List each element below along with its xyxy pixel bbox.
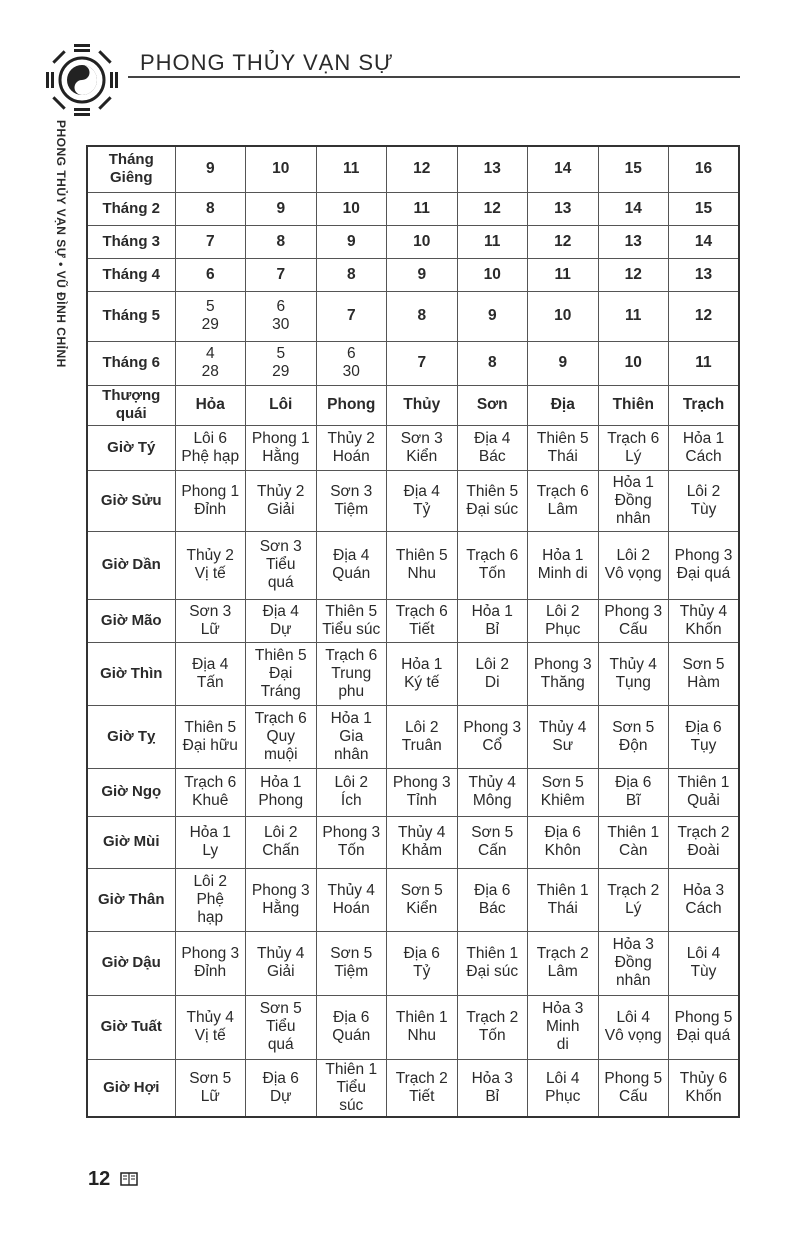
table-cell: Lôi 2 Chấn	[246, 816, 317, 868]
table-cell: Thủy 4 Giải	[246, 931, 317, 995]
table-cell: Phong 1 Hằng	[246, 425, 317, 470]
table-cell: Lôi 2 Di	[457, 642, 528, 705]
table-cell: Thủy	[387, 385, 458, 425]
table-cell: Hỏa 3 Cách	[669, 868, 740, 931]
table-cell: Trạch 2 Đoài	[669, 816, 740, 868]
table-cell: 9	[316, 225, 387, 258]
table-row	[87, 470, 739, 531]
table-cell: Thiên 1 Càn	[598, 816, 669, 868]
table-cell: Phong 3 Tỉnh	[387, 768, 458, 816]
table-cell: 8	[316, 258, 387, 291]
table-cell: Trạch 6 Tốn	[457, 531, 528, 599]
row-header: Giờ Thân	[87, 868, 175, 931]
table-row	[87, 995, 739, 1059]
table-cell: Trạch 2 Tốn	[457, 995, 528, 1059]
table-cell: Địa 6 Khôn	[528, 816, 599, 868]
table-row	[87, 868, 739, 931]
table-cell: 11	[598, 291, 669, 341]
table-cell: Lôi 4 Tùy	[669, 931, 740, 995]
table-cell: Thiên 5 Thái	[528, 425, 599, 470]
table-cell: Thủy 2 Giải	[246, 470, 317, 531]
table-cell: 11	[387, 192, 458, 225]
table-cell: Sơn 5 Khiêm	[528, 768, 599, 816]
table-cell: 7	[316, 291, 387, 341]
table-cell: 7	[246, 258, 317, 291]
row-header: Giờ Mùi	[87, 816, 175, 868]
row-header: Giờ Thìn	[87, 642, 175, 705]
table-cell: Phong 3 Cổ	[457, 705, 528, 768]
table-cell: Phong	[316, 385, 387, 425]
table-cell: Địa 6 Tỷ	[387, 931, 458, 995]
row-header: Giờ Tỵ	[87, 705, 175, 768]
table-cell: Sơn 5 Tiểu quá	[246, 995, 317, 1059]
table-cell: Thiên 5 Đại Tráng	[246, 642, 317, 705]
table-row	[87, 531, 739, 599]
table-cell: Hỏa 1 Ký tế	[387, 642, 458, 705]
table-cell: 15	[669, 192, 740, 225]
table-cell: Thiên 1 Thái	[528, 868, 599, 931]
table-cell: 15	[598, 146, 669, 192]
table-cell: Lôi 4 Phục	[528, 1059, 599, 1117]
table-cell: Lôi	[246, 385, 317, 425]
table-row	[87, 1059, 739, 1117]
table-cell: Phong 5 Đại quá	[669, 995, 740, 1059]
vertical-side-text: PHONG THỦY VẠN SỰ • VŨ ĐÌNH CHỈNH	[54, 120, 68, 368]
table-cell: Thủy 4 Vị tế	[175, 995, 246, 1059]
table-row	[87, 642, 739, 705]
row-header: Giờ Tuất	[87, 995, 175, 1059]
table-cell: Thủy 4 Mông	[457, 768, 528, 816]
table-cell: Thiên 5 Tiểu súc	[316, 599, 387, 642]
table-cell: Trạch 6 Quy muội	[246, 705, 317, 768]
table-cell: Thủy 2 Vị tế	[175, 531, 246, 599]
table-cell: Trạch 6 Lý	[598, 425, 669, 470]
row-header: Tháng 2	[87, 192, 175, 225]
table-row	[87, 599, 739, 642]
row-header: Tháng 5	[87, 291, 175, 341]
table-cell: 9	[457, 291, 528, 341]
table-row	[87, 291, 739, 341]
row-header: Giờ Hợi	[87, 1059, 175, 1117]
table-cell: 10	[457, 258, 528, 291]
table-cell: Sơn 3 Kiển	[387, 425, 458, 470]
table-row	[87, 816, 739, 868]
table-cell: 12	[387, 146, 458, 192]
table-cell: Phong 3 Đỉnh	[175, 931, 246, 995]
table-cell: 5 29	[246, 341, 317, 385]
row-header: Tháng 3	[87, 225, 175, 258]
table-cell: 11	[316, 146, 387, 192]
table-cell: 10	[387, 225, 458, 258]
table-cell: 7	[387, 341, 458, 385]
table-cell: 12	[669, 291, 740, 341]
table-cell: Lôi 4 Vô vọng	[598, 995, 669, 1059]
table-cell: 6	[175, 258, 246, 291]
table-cell: 13	[598, 225, 669, 258]
table-cell: Phong 3 Tốn	[316, 816, 387, 868]
table-cell: 10	[316, 192, 387, 225]
row-header: Tháng 6	[87, 341, 175, 385]
table-cell: Trạch 6 Lâm	[528, 470, 599, 531]
table-cell: 11	[457, 225, 528, 258]
table-row	[87, 192, 739, 225]
table-cell: Thủy 4 Sư	[528, 705, 599, 768]
table-cell: Địa 4 Tấn	[175, 642, 246, 705]
table-cell: Hỏa 1 Minh di	[528, 531, 599, 599]
table-cell: 14	[669, 225, 740, 258]
table-cell: Thủy 2 Hoán	[316, 425, 387, 470]
table-cell: 11	[669, 341, 740, 385]
table-cell: Lôi 2 Tùy	[669, 470, 740, 531]
hexagram-table	[86, 145, 738, 1118]
table-cell: Hỏa 1 Ly	[175, 816, 246, 868]
table-cell: Hỏa 1 Đồng nhân	[598, 470, 669, 531]
table-cell: Hỏa 3 Đồng nhân	[598, 931, 669, 995]
table-cell: Thủy 6 Khốn	[669, 1059, 740, 1117]
table-cell: Lôi 6 Phệ hạp	[175, 425, 246, 470]
table-cell: 12	[457, 192, 528, 225]
table-cell: 8	[387, 291, 458, 341]
table-cell: 13	[457, 146, 528, 192]
row-header: Giờ Dậu	[87, 931, 175, 995]
table-cell: 9	[387, 258, 458, 291]
page-number: 12	[88, 1168, 111, 1190]
table-cell: Hỏa 3 Bỉ	[457, 1059, 528, 1117]
row-header: Giờ Sửu	[87, 470, 175, 531]
table-cell: Thủy 4 Khốn	[669, 599, 740, 642]
table-cell: Phong 3 Hằng	[246, 868, 317, 931]
table-cell: Lôi 2 Truân	[387, 705, 458, 768]
table-cell: Sơn 3 Lữ	[175, 599, 246, 642]
table-cell: Sơn 5 Độn	[598, 705, 669, 768]
table-cell: Trạch	[669, 385, 740, 425]
table-cell: Trạch 6 Khuê	[175, 768, 246, 816]
row-header: Tháng 4	[87, 258, 175, 291]
table-cell: 12	[598, 258, 669, 291]
bagua-icon	[44, 42, 120, 118]
table-cell: Trạch 2 Lý	[598, 868, 669, 931]
table-cell: Địa 4 Dự	[246, 599, 317, 642]
row-header: Giờ Ngọ	[87, 768, 175, 816]
table-cell: 6 30	[246, 291, 317, 341]
table-cell: Địa 6 Bĩ	[598, 768, 669, 816]
table-cell: Lôi 2 Ích	[316, 768, 387, 816]
table-cell: Sơn 5 Cấn	[457, 816, 528, 868]
table-cell: Thiên 1 Nhu	[387, 995, 458, 1059]
book-icon	[120, 1171, 138, 1187]
table-cell: Hỏa	[175, 385, 246, 425]
table-row	[87, 768, 739, 816]
table-cell: Địa 4 Bác	[457, 425, 528, 470]
table-cell: Hỏa 1 Phong	[246, 768, 317, 816]
table-cell: Lôi 2 Phục	[528, 599, 599, 642]
table-cell: Hỏa 1 Bỉ	[457, 599, 528, 642]
table-cell: Sơn 3 Tiểu quá	[246, 531, 317, 599]
table-row	[87, 705, 739, 768]
row-header: Giờ Tý	[87, 425, 175, 470]
table-cell: 10	[528, 291, 599, 341]
table-cell: 10	[598, 341, 669, 385]
table-cell: 11	[528, 258, 599, 291]
table-cell: Phong 3 Đại quá	[669, 531, 740, 599]
table-cell: Phong 3 Cấu	[598, 599, 669, 642]
table-cell: Trạch 6 Tiết	[387, 599, 458, 642]
table-cell: 13	[528, 192, 599, 225]
table-cell: Địa 4 Tỷ	[387, 470, 458, 531]
table-row	[87, 225, 739, 258]
table-cell: Địa 4 Quán	[316, 531, 387, 599]
table-cell: Thiên 1 Quải	[669, 768, 740, 816]
table-row	[87, 425, 739, 470]
table-cell: 14	[598, 192, 669, 225]
table-row	[87, 385, 739, 425]
table-row	[87, 931, 739, 995]
table-cell: Thủy 4 Khảm	[387, 816, 458, 868]
table-cell: Sơn 5 Hàm	[669, 642, 740, 705]
table-cell: Phong 1 Đỉnh	[175, 470, 246, 531]
table-cell: Thiên 5 Đại hữu	[175, 705, 246, 768]
table-cell: Thiên 5 Nhu	[387, 531, 458, 599]
table-cell: Sơn 5 Tiệm	[316, 931, 387, 995]
table-cell: Sơn 5 Lữ	[175, 1059, 246, 1117]
table-cell: 8	[457, 341, 528, 385]
table-cell: Hỏa 3 Minh di	[528, 995, 599, 1059]
table-cell: 9	[246, 192, 317, 225]
row-header: Tháng Giêng	[87, 146, 175, 192]
table-cell: 12	[528, 225, 599, 258]
table-cell: 16	[669, 146, 740, 192]
table-cell: Thiên	[598, 385, 669, 425]
table-cell: 4 28	[175, 341, 246, 385]
table-cell: Thiên 1 Tiểu súc	[316, 1059, 387, 1117]
table-cell: Thủy 4 Hoán	[316, 868, 387, 931]
running-header-title: PHONG THỦY VẠN SỰ	[140, 50, 394, 75]
table-cell: Phong 3 Thăng	[528, 642, 599, 705]
table-cell: Sơn	[457, 385, 528, 425]
table-row	[87, 258, 739, 291]
table-cell: Thiên 5 Đại súc	[457, 470, 528, 531]
table-cell: Địa	[528, 385, 599, 425]
table-cell: 5 29	[175, 291, 246, 341]
table-cell: Thủy 4 Tụng	[598, 642, 669, 705]
table-cell: Hỏa 1 Cách	[669, 425, 740, 470]
table-cell: Sơn 3 Tiệm	[316, 470, 387, 531]
table-cell: 10	[246, 146, 317, 192]
table-cell: Trạch 2 Lâm	[528, 931, 599, 995]
table-cell: Địa 6 Tụy	[669, 705, 740, 768]
table-cell: Lôi 2 Phệ hạp	[175, 868, 246, 931]
table-cell: 7	[175, 225, 246, 258]
table-row	[87, 146, 739, 192]
table-cell: Trạch 6 Trung phu	[316, 642, 387, 705]
row-header: Giờ Dần	[87, 531, 175, 599]
table-cell: 13	[669, 258, 740, 291]
table-cell: Địa 6 Dự	[246, 1059, 317, 1117]
table-cell: Phong 5 Cấu	[598, 1059, 669, 1117]
header-rule	[128, 76, 740, 78]
table-cell: 8	[246, 225, 317, 258]
table-row	[87, 341, 739, 385]
table-cell: Trạch 2 Tiết	[387, 1059, 458, 1117]
table-cell: 8	[175, 192, 246, 225]
row-header: Thượng quái	[87, 385, 175, 425]
table-cell: Sơn 5 Kiển	[387, 868, 458, 931]
table-cell: 9	[175, 146, 246, 192]
table-cell: 9	[528, 341, 599, 385]
table-cell: 14	[528, 146, 599, 192]
table-cell: 6 30	[316, 341, 387, 385]
row-header: Giờ Mão	[87, 599, 175, 642]
table-cell: Địa 6 Bác	[457, 868, 528, 931]
table-cell: Lôi 2 Vô vọng	[598, 531, 669, 599]
table-cell: Hỏa 1 Gia nhân	[316, 705, 387, 768]
table-cell: Địa 6 Quán	[316, 995, 387, 1059]
table-cell: Thiên 1 Đại súc	[457, 931, 528, 995]
